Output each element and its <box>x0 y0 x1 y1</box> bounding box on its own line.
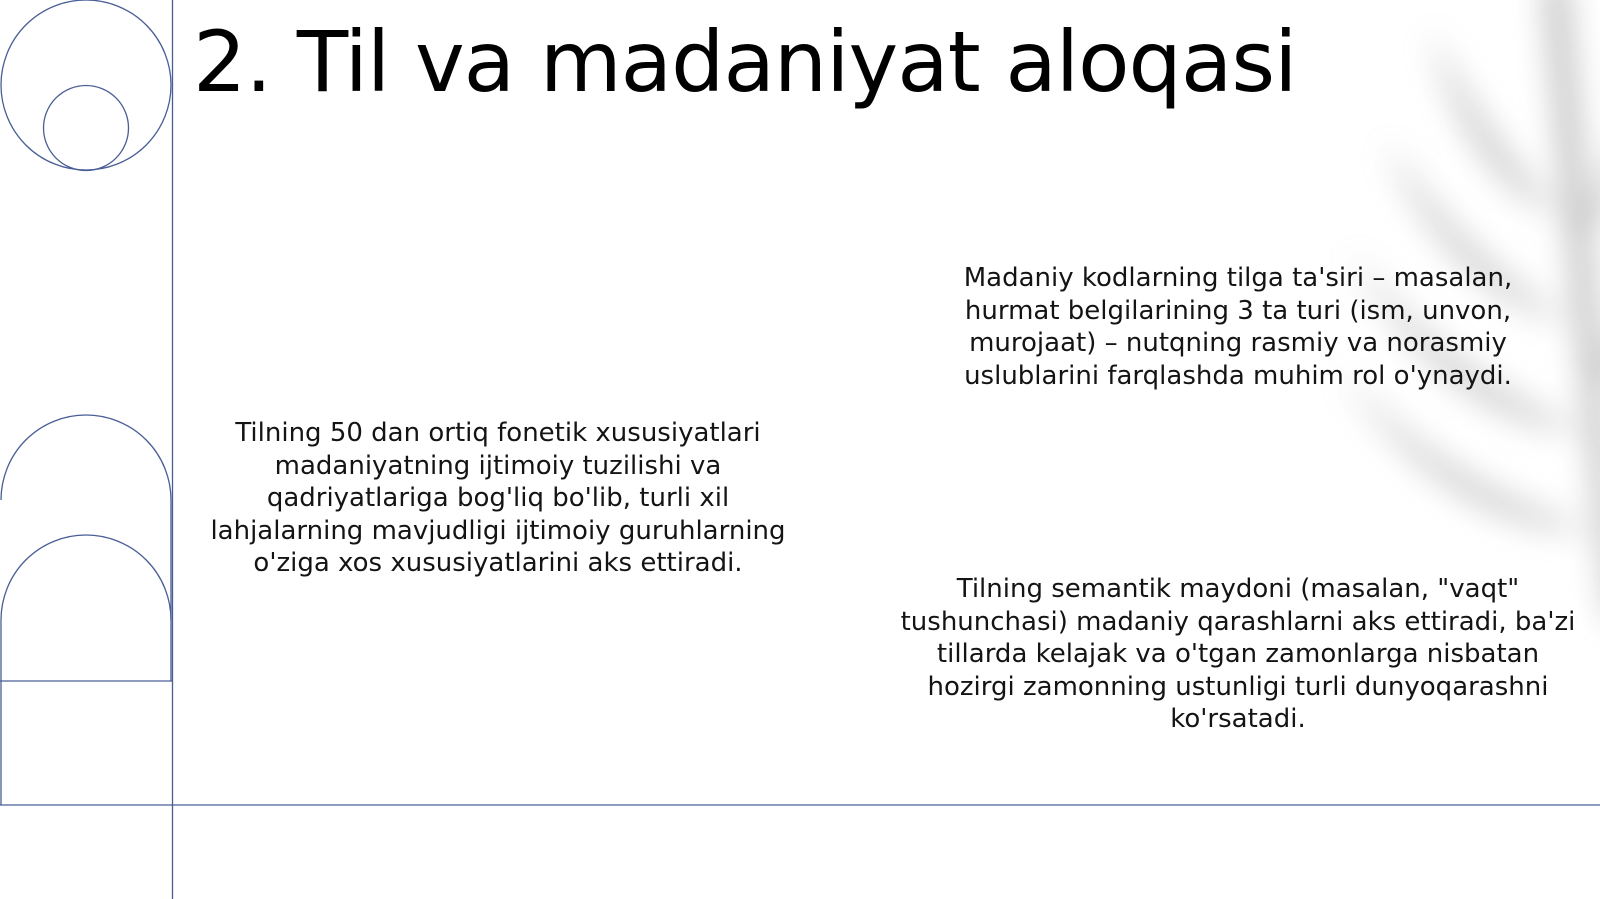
lower-arch <box>1 535 171 805</box>
upper-arch <box>1 415 171 681</box>
text-block-semantic-field: Tilning semantik maydoni (masalan, "vaqt" tushunchasi) madaniy qarashlarni aks ettiradi, ba'zi tillarda kelajak va o'tgan zamonlarga nisbatan hozirgi zamonning ustunligi turli dunyoqarashni ko'rsatadi. <box>900 574 1576 734</box>
text-block-cultural-codes: Madaniy kodlarning tilga ta'siri – masalan, hurmat belgilarining 3 ta turi (ism, unvon, murojaat) – nutqning rasmiy va norasmiy uslublarini farqlashda muhim rol o'ynaydi. <box>963 263 1513 391</box>
text-block-phonetics: Tilning 50 dan ortiq fonetik xususiyatlari madaniyatning ijtimoiy tuzilishi va qadriyatlariga bog'liq bo'lib, turli xil lahjalarning mavjudligi ijtimoiy guruhlarning o'ziga xos xususiyatlarini aks ettiradi. <box>210 418 786 578</box>
top-small-circle <box>44 86 129 171</box>
slide-title: 2. Til va madaniyat aloqasi <box>193 13 1297 111</box>
